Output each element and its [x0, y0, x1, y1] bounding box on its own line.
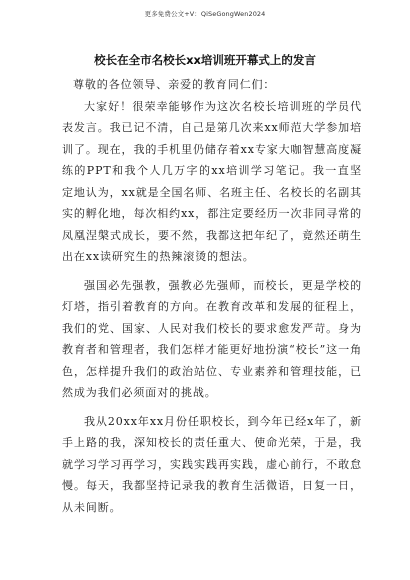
- paragraph-2: 强国必先强教，强教必先强师，而校长，更是学校的灯塔，指引着教育的方向。在教育改革和发展的征程上，我们的党、国家、人民对我们校长的要求愈发严苛。身为教育者和管理者，我们怎样才能更好地扮演“校长”这一角色，怎样提升我们的政治站位、专业素养和管理技能，已然成为我们必须面对的挑战。: [62, 278, 362, 399]
- document-body: [62, 74, 362, 518]
- document-title: 校长在全市名校长xx培训班开幕式上的发言: [94, 53, 316, 67]
- salutation: 尊敬的各位领导、亲爱的教育同仁们：: [73, 78, 276, 91]
- header-note: 更多免费公文+V：QiSeGongWen2024: [144, 10, 266, 18]
- paragraph-1: 大家好！很荣幸能够作为这次名校长培训班的学员代表发言。我已记不清，自己是第几次来xx师范大学参加培训了。现在，我的手机里仍储存着xx专家大咖智慧高度凝练的PPT和我个人几万字的xx培训学习笔记。我一直坚定地认为，xx就是全国名师、名班主任、名校长的名副其实的孵化地，每次相约xx，都注定要经历一次非同寻常的凤凰涅槃式成长，要不然，我都这把年纪了，竟然还萌生出在xx读研究生的热辣滚烫的想法。: [62, 99, 362, 263]
- paragraph-3: 我从20xx年xx月份任职校长，到今年已经x年了，新手上路的我，深知校长的责任重大、使命光荣，于是，我就学习学习再学习，实践实践再实践，虚心前行，不敢怠慢。每天，我都坚持记录我的教育生活微语，日复一日，从未间断。: [62, 414, 362, 514]
